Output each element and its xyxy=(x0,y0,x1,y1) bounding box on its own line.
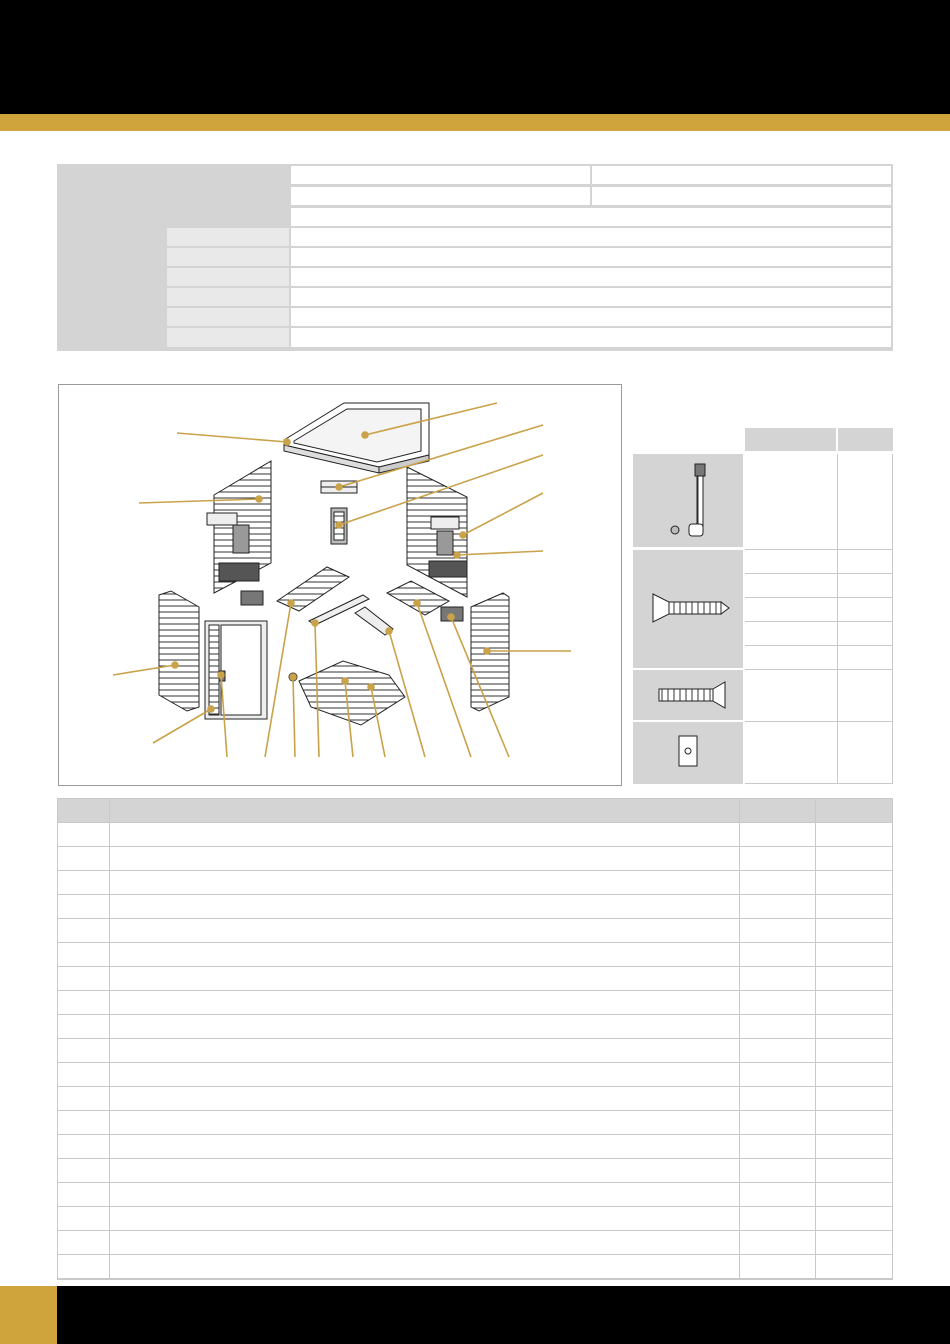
hardware-image-cell xyxy=(633,550,743,668)
spec-cell xyxy=(291,166,590,184)
left-side-panel xyxy=(159,591,199,711)
cell-name xyxy=(110,967,740,990)
cell-name xyxy=(110,919,740,942)
spec-cell xyxy=(291,228,891,246)
cell-note xyxy=(816,991,892,1014)
hardware-name-cell xyxy=(745,722,838,784)
cell-qty xyxy=(740,1015,816,1038)
cell-no xyxy=(58,1231,110,1254)
header-qty xyxy=(740,799,816,822)
cell-qty xyxy=(740,847,816,870)
parts-table-row xyxy=(58,967,892,991)
cell-name xyxy=(110,1039,740,1062)
hardware-qty-cell xyxy=(838,550,893,574)
specification-table xyxy=(57,164,893,351)
cell-note xyxy=(816,1063,892,1086)
cell-no xyxy=(58,1135,110,1158)
parts-table-row xyxy=(58,1015,892,1039)
hardware-qty-cell xyxy=(838,646,893,670)
assembly-drawing xyxy=(59,385,621,785)
hardware-name-cell xyxy=(745,454,838,550)
parts-table-header xyxy=(58,799,892,823)
cell-no xyxy=(58,1087,110,1110)
right-wall-panel xyxy=(407,467,467,597)
cell-no xyxy=(58,823,110,846)
cell-no xyxy=(58,1183,110,1206)
cell-note xyxy=(816,1207,892,1230)
hardware-header-name xyxy=(745,428,836,451)
spec-cell xyxy=(291,308,891,326)
cell-note xyxy=(816,847,892,870)
cell-name xyxy=(110,1015,740,1038)
cell-note xyxy=(816,943,892,966)
parts-table-row xyxy=(58,1255,892,1279)
spec-cell xyxy=(291,208,891,226)
cell-name xyxy=(110,871,740,894)
cell-note xyxy=(816,823,892,846)
cell-name xyxy=(110,1159,740,1182)
bracket-plate-icon xyxy=(633,722,743,784)
cell-note xyxy=(816,1015,892,1038)
cell-name xyxy=(110,895,740,918)
spec-subheader xyxy=(167,228,289,246)
spec-cell xyxy=(291,268,891,286)
spec-subheader xyxy=(167,328,289,347)
cell-qty xyxy=(740,1087,816,1110)
cell-note xyxy=(816,919,892,942)
hardware-name-cell xyxy=(745,622,838,646)
bolt-with-nut-icon xyxy=(633,454,743,547)
cell-qty xyxy=(740,895,816,918)
parts-table-row xyxy=(58,919,892,943)
cell-no xyxy=(58,991,110,1014)
cell-no xyxy=(58,1255,110,1278)
cell-qty xyxy=(740,823,816,846)
parts-table-row xyxy=(58,871,892,895)
spec-subheader xyxy=(167,308,289,326)
machine-screw-icon xyxy=(633,670,743,720)
cell-name xyxy=(110,1063,740,1086)
parts-table-row xyxy=(58,1231,892,1255)
cell-note xyxy=(816,1039,892,1062)
cell-no xyxy=(58,871,110,894)
cell-no xyxy=(58,1111,110,1134)
hardware-qty-cell xyxy=(838,670,893,722)
hardware-table xyxy=(633,428,893,784)
hardware-qty-cell xyxy=(838,722,893,784)
parts-table-row xyxy=(58,1039,892,1063)
page-header-bar xyxy=(0,0,950,114)
cell-note xyxy=(816,1087,892,1110)
floor-panel xyxy=(299,661,405,725)
parts-list-table xyxy=(57,798,893,1280)
parts-table-row xyxy=(58,991,892,1015)
cell-no xyxy=(58,943,110,966)
parts-table-row xyxy=(58,1087,892,1111)
exploded-assembly-diagram xyxy=(58,384,622,786)
cell-no xyxy=(58,895,110,918)
hardware-name-cell xyxy=(745,550,838,574)
cell-qty xyxy=(740,1111,816,1134)
footer-accent-tab xyxy=(0,1286,57,1344)
cell-qty xyxy=(740,1159,816,1182)
cell-name xyxy=(110,1111,740,1134)
cell-note xyxy=(816,1111,892,1134)
hardware-qty-cell xyxy=(838,454,893,550)
cell-no xyxy=(58,847,110,870)
accent-stripe xyxy=(0,114,950,131)
spec-subheader xyxy=(167,288,289,306)
cell-name xyxy=(110,1255,740,1278)
cell-qty xyxy=(740,1063,816,1086)
bench-right xyxy=(387,581,449,615)
cell-no xyxy=(58,919,110,942)
cell-name xyxy=(110,823,740,846)
roof-panel xyxy=(284,403,429,473)
cell-qty xyxy=(740,1183,816,1206)
header-no xyxy=(58,799,110,822)
cell-name xyxy=(110,847,740,870)
spec-subheader xyxy=(167,248,289,266)
hardware-image-cell xyxy=(633,722,743,784)
spec-cell xyxy=(592,166,891,184)
header-name xyxy=(110,799,740,822)
cell-name xyxy=(110,1207,740,1230)
cell-qty xyxy=(740,919,816,942)
cell-qty xyxy=(740,943,816,966)
hardware-name-cell xyxy=(745,598,838,622)
glass-door xyxy=(205,621,267,719)
hardware-image-cell xyxy=(633,670,743,720)
page-footer-bar xyxy=(0,1286,950,1344)
cell-no xyxy=(58,1039,110,1062)
left-wall-panel xyxy=(207,461,271,593)
parts-table-row xyxy=(58,823,892,847)
parts-table-row xyxy=(58,943,892,967)
cell-qty xyxy=(740,1135,816,1158)
cell-name xyxy=(110,1183,740,1206)
cell-name xyxy=(110,943,740,966)
cell-qty xyxy=(740,1039,816,1062)
cell-qty xyxy=(740,967,816,990)
cell-qty xyxy=(740,991,816,1014)
cell-qty xyxy=(740,871,816,894)
cell-name xyxy=(110,1087,740,1110)
cell-note xyxy=(816,1159,892,1182)
hardware-image-cell xyxy=(633,454,743,547)
spec-subheader xyxy=(167,268,289,286)
cell-note xyxy=(816,1183,892,1206)
header-note xyxy=(816,799,892,822)
cell-note xyxy=(816,1255,892,1278)
cell-qty xyxy=(740,1207,816,1230)
cell-name xyxy=(110,1231,740,1254)
parts-table-row xyxy=(58,1159,892,1183)
hardware-qty-cell xyxy=(838,598,893,622)
cell-name xyxy=(110,991,740,1014)
parts-table-row xyxy=(58,1063,892,1087)
cell-no xyxy=(58,967,110,990)
cell-no xyxy=(58,1159,110,1182)
parts-table-row xyxy=(58,847,892,871)
countersunk-screw-icon xyxy=(633,550,743,668)
cell-note xyxy=(816,895,892,918)
vent-left xyxy=(241,591,263,605)
cell-name xyxy=(110,1135,740,1158)
cell-no xyxy=(58,1207,110,1230)
hardware-name-cell xyxy=(745,574,838,598)
hardware-name-cell xyxy=(745,670,838,722)
parts-table-row xyxy=(58,1111,892,1135)
spec-cell xyxy=(592,187,891,205)
cell-note xyxy=(816,967,892,990)
hardware-qty-cell xyxy=(838,574,893,598)
hardware-qty-cell xyxy=(838,622,893,646)
cell-no xyxy=(58,1063,110,1086)
spec-cell xyxy=(291,248,891,266)
cell-note xyxy=(816,871,892,894)
parts-table-row xyxy=(58,1207,892,1231)
parts-table-row xyxy=(58,895,892,919)
hardware-header-qty xyxy=(838,428,893,451)
parts-table-row xyxy=(58,1183,892,1207)
cell-qty xyxy=(740,1231,816,1254)
cell-qty xyxy=(740,1255,816,1278)
cell-note xyxy=(816,1231,892,1254)
spec-cell xyxy=(291,187,590,205)
spec-cell xyxy=(291,328,891,347)
parts-table-row xyxy=(58,1135,892,1159)
cell-no xyxy=(58,1015,110,1038)
cell-note xyxy=(816,1135,892,1158)
hardware-name-cell xyxy=(745,646,838,670)
spec-cell xyxy=(291,288,891,306)
